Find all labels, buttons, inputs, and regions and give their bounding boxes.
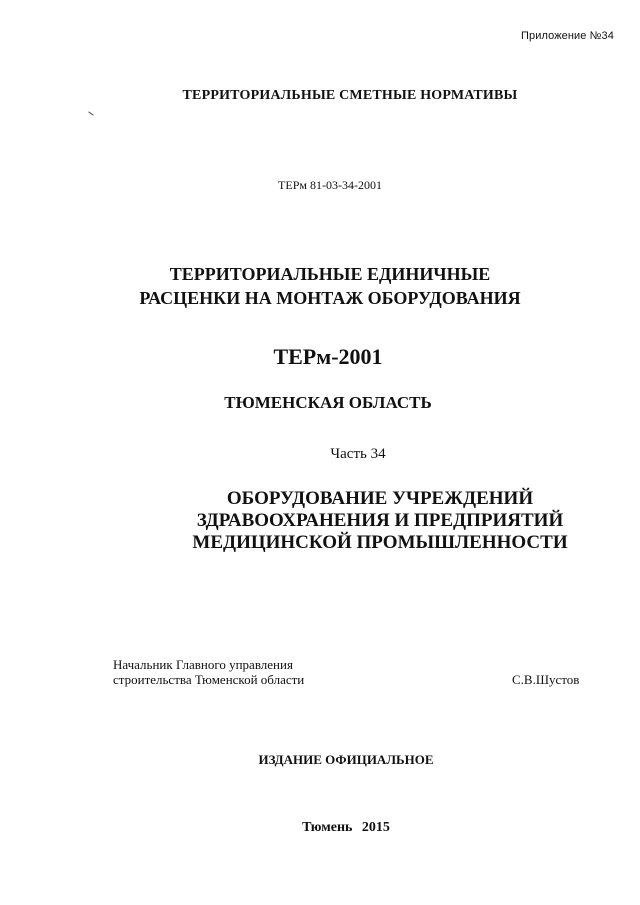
section-line-3: МЕДИЦИНСКОЙ ПРОМЫШЛЕННОСТИ xyxy=(192,532,568,553)
place-year: Тюмень 2015 xyxy=(302,820,390,835)
scan-speck xyxy=(88,111,93,115)
section-title xyxy=(60,488,640,554)
title-line-2: РАСЦЕНКИ НА МОНТАЖ ОБОРУДОВАНИЯ xyxy=(139,288,521,308)
part-number: Часть 34 xyxy=(330,446,386,462)
signer-role-line-1: Начальник Главного управления xyxy=(113,657,293,672)
signer-role-line-2: строительства Тюменской области xyxy=(113,672,305,687)
section-line-1: ОБОРУДОВАНИЕ УЧРЕЖДЕНИЙ xyxy=(226,488,534,509)
signer-role xyxy=(113,657,304,687)
annex-label: Приложение №34 xyxy=(520,30,614,42)
edition-label: ИЗДАНИЕ ОФИЦИАЛЬНОЕ xyxy=(258,752,434,767)
header-title: ТЕРРИТОРИАЛЬНЫЕ СМЕТНЫЕ НОРМАТИВЫ xyxy=(182,88,518,103)
signer-name: С.В.Шустов xyxy=(512,672,580,687)
title-line-1: ТЕРРИТОРИАЛЬНЫЕ ЕДИНИЧНЫЕ xyxy=(169,264,491,284)
section-line-2: ЗДРАВООХРАНЕНИЯ И ПРЕДПРИЯТИЙ xyxy=(196,510,564,531)
collection-name: ТЕРм-2001 xyxy=(273,344,383,369)
document-title xyxy=(10,262,640,310)
document-code: ТЕРм 81-03-34-2001 xyxy=(278,178,382,192)
region-name: ТЮМЕНСКАЯ ОБЛАСТЬ xyxy=(224,393,432,412)
